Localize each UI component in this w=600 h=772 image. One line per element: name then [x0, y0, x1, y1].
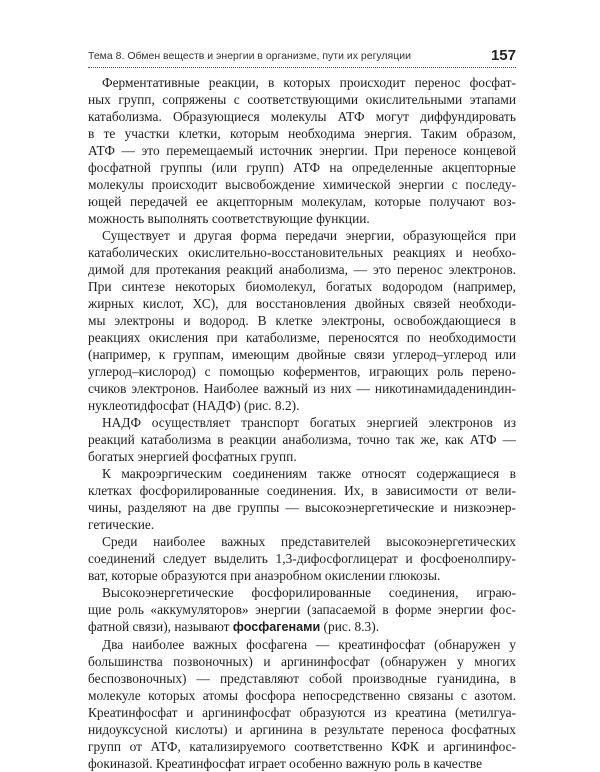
text-line: катаболических окислительно-восстановительных реакциях и необхо-	[88, 245, 516, 260]
paragraph	[88, 465, 516, 533]
text-line: реакций катаболизма в реакции анаболизма, точно так же, как АТФ —	[88, 432, 516, 447]
paragraph	[88, 584, 516, 636]
text-line: фосфатной группы (или групп) АТФ на определенные акцепторные	[88, 160, 516, 175]
text-line: клетках фосфорилированные соединения. Их, в зависимости от вели-	[88, 483, 516, 498]
text-line: АТФ — это перемещаемый источник энергии. При переносе концевой	[88, 143, 516, 158]
text-line: щие роль «аккумуляторов» энергии (запасаемой в форме энергии фос-	[88, 602, 516, 617]
text-line: ющей передачей ее акцепторным молекулам, которые получают воз-	[88, 194, 516, 209]
text-line: К макроэргическим соединениям также относят содержащиеся в	[102, 466, 516, 481]
paragraph	[88, 636, 516, 772]
text-line: фатной связи), называют фосфагенами (рис. 8.3).	[88, 619, 380, 634]
text-line: в те участки клетки, которым необходима энергия. Таким образом,	[88, 126, 516, 141]
text-line: большинства позвоночных) и аргининфосфат (обнаружен у многих	[88, 654, 516, 669]
text-line: реакциях окисления при катаболизме, переносятся по необходимости	[88, 330, 516, 345]
text-line: Существует и другая форма передачи энергии, образующейся при	[102, 228, 516, 243]
text-line: При синтезе некоторых биомолекул, богатых водородом (например,	[88, 279, 516, 294]
body-text	[88, 74, 516, 772]
text-line: катаболизма. Образующиеся молекулы АТФ могут диффундировать	[88, 109, 516, 124]
paragraph	[88, 414, 516, 465]
text-line: НАДФ осуществляет транспорт богатых энергией электронов из	[102, 415, 516, 430]
text-line: Креатинфосфат и аргининфосфат образуются из креатина (метилгуа-	[88, 705, 516, 720]
text-line: ных групп, сопряжены с соответствующими окислительными этапами	[88, 92, 516, 107]
text-line: фокиназой. Креатинфосфат играет особенно важную роль в качестве	[88, 756, 483, 771]
bold-term: фосфагенами	[232, 620, 321, 634]
running-head: Тема 8. Обмен веществ и энергии в организме, пути их регуляции	[88, 50, 411, 62]
text-line: нидоуксусной кислоты) и аргинина в результате переноса фосфатных	[88, 722, 516, 737]
paragraph	[88, 227, 516, 414]
header-divider	[88, 67, 516, 68]
text-line: нуклеотидфосфат (НАДФ) (рис. 8.2).	[88, 398, 300, 413]
text-line: молекулы происходит высвобождение химической энергии с последу-	[88, 177, 516, 192]
text-line: мы электроны и водород. В клетке электроны, освобождающиеся в	[88, 313, 516, 328]
text-line: димой для протекания реакций анаболизма, — это перенос электронов.	[88, 262, 516, 277]
text-line: (например, к группам, имеющим двойные связи углерод–углерод или	[88, 347, 516, 362]
text-line: чины, разделяют на две группы — высокоэнергетические и низкоэнер-	[88, 500, 516, 515]
text-line: Два наиболее важных фосфагена — креатинфосфат (обнаружен у	[102, 637, 516, 652]
paragraph	[88, 533, 516, 584]
text-line: групп от АТФ, катализируемого соответственно КФК и аргининфос-	[88, 739, 516, 754]
text-line: беспозвоночных) — представляют собой производные гуанидина, в	[88, 671, 516, 686]
text-line: ват, которые образуются при анаэробном окислении глюкозы.	[88, 568, 441, 583]
page-header	[88, 48, 516, 68]
text-line: соединений следует выделить 1,3-дифосфоглицерат и фосфоенолпиру-	[88, 551, 516, 566]
text-line: Ферментативные реакции, в которых происходит перенос фосфат-	[102, 75, 516, 90]
text-line: богатых энергией фосфатных групп.	[88, 449, 297, 464]
text-line: жирных кислот, ХС), для восстановления двойных связей необходи-	[88, 296, 516, 311]
paragraph	[88, 74, 516, 227]
text-line: счиков электронов. Наиболее важный из них — никотинамидадениндин-	[88, 381, 516, 396]
text-line: Высокоэнергетические фосфорилированные соединения, играю-	[102, 585, 516, 600]
text-line: гетические.	[88, 517, 155, 532]
text-line: можность выполнять соответствующие функции.	[88, 211, 370, 226]
text-line: молекуле которых атомы фосфора непосредственно связаны с азотом.	[88, 688, 516, 703]
text-line: Среди наиболее важных представителей высокоэнергетических	[102, 534, 516, 549]
text-line: углерод–кислород) с помощью коферментов, играющих роль перено-	[88, 364, 516, 379]
page-number: 157	[490, 47, 516, 64]
